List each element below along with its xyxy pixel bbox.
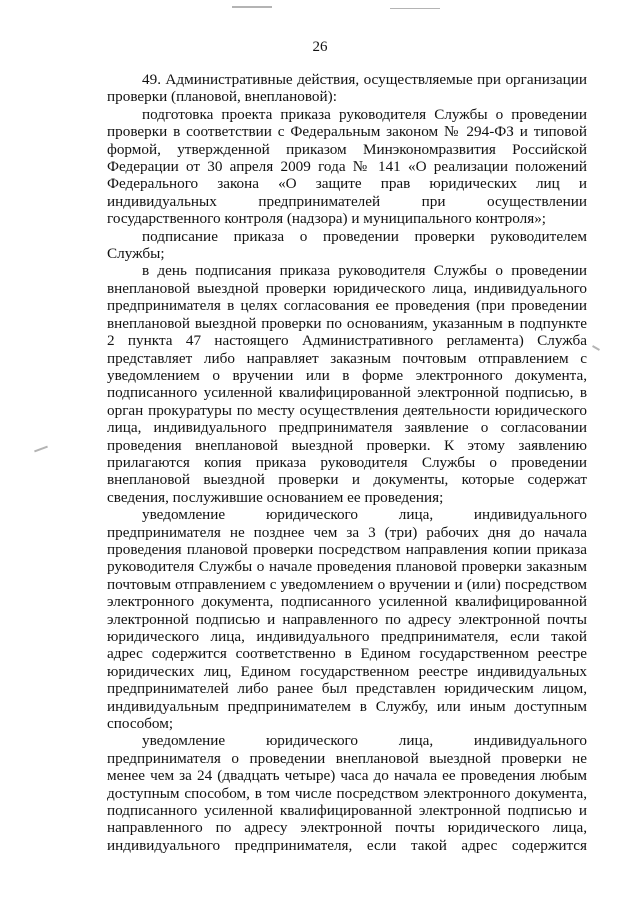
- page-number: 26: [312, 39, 328, 55]
- paragraph: в день подписания приказа руководителя Службы о проведении внеплановой выездной проверки юридического лица, индивидуального предпринимателя в целях согласования ее проведения (при проведении внеплановой выездной проверки по основаниям, указанным в подпункте 2 пункта 47 настоящего Административного регламента) Служба представляет либо направляет заказным почтовым отправлением с уведомлением о вручении или в форме электронного документа, подписанного усиленной квалифицированной электронной подписью, в орган прокуратуры по месту осуществления деятельности юридического лица, индивидуального предпринимателя заявление о согласовании проведения внеплановой выездной проверки. К этому заявлению прилагаются копия приказа руководителя Службы о проведении внеплановой выездной проверки и документы, которые содержат сведения, послужившие основанием ее проведения;: [107, 262, 587, 506]
- paragraph: уведомление юридического лица, индивидуального предпринимателя не позднее чем за 3 (три) рабочих дня до начала проведения плановой проверки посредством направления копии приказа руководителя Службы о начале проведения плановой проверки заказным почтовым отправлением с уведомлением о вручении и (или) посредством электронного документа, подписанного усиленной квалифицированной электронной подписью и направленного по адресу электронной почты юридического лица, индивидуального предпринимателя, если такой адрес содержится соответственно в Едином государственном реестре юридических лиц, Едином государственном реестре индивидуальных предпринимателей либо ранее был представлен юридическим лицом, индивидуальным предпринимателем в Службу, или иным доступным способом;: [107, 506, 587, 733]
- scan-artifact: [592, 345, 600, 351]
- scan-artifact: [34, 446, 48, 453]
- document-body: [107, 71, 587, 854]
- scan-artifact: [390, 8, 440, 9]
- scan-artifact: [232, 6, 272, 8]
- paragraph-heading: 49. Административные действия, осуществляемые при организации проверки (плановой, внеплановой):: [107, 71, 587, 106]
- paragraph: подписание приказа о проведении проверки руководителем Службы;: [107, 227, 587, 263]
- paragraph: уведомление юридического лица, индивидуального предпринимателя о проведении внеплановой выездной проверки не менее чем за 24 (двадцать четыре) часа до начала ее проведения любым доступным способом, в том числе посредством электронного документа, подписанного усиленной квалифицированной электронной подписью и направленного по адресу электронной почты юридического лица, индивидуального предпринимателя, если такой адрес содержится: [107, 732, 587, 854]
- paragraph: подготовка проекта приказа руководителя Службы о проведении проверки в соответствии с Федеральным законом № 294-ФЗ и типовой формой, утвержденной приказом Минэкономразвития Российской Федерации от 30 апреля 2009 года № 141 «О реализации положений Федерального закона «О защите прав юридических лиц и индивидуальных предпринимателей при осуществлении государственного контроля (надзора) и муниципального контроля»;: [107, 105, 587, 228]
